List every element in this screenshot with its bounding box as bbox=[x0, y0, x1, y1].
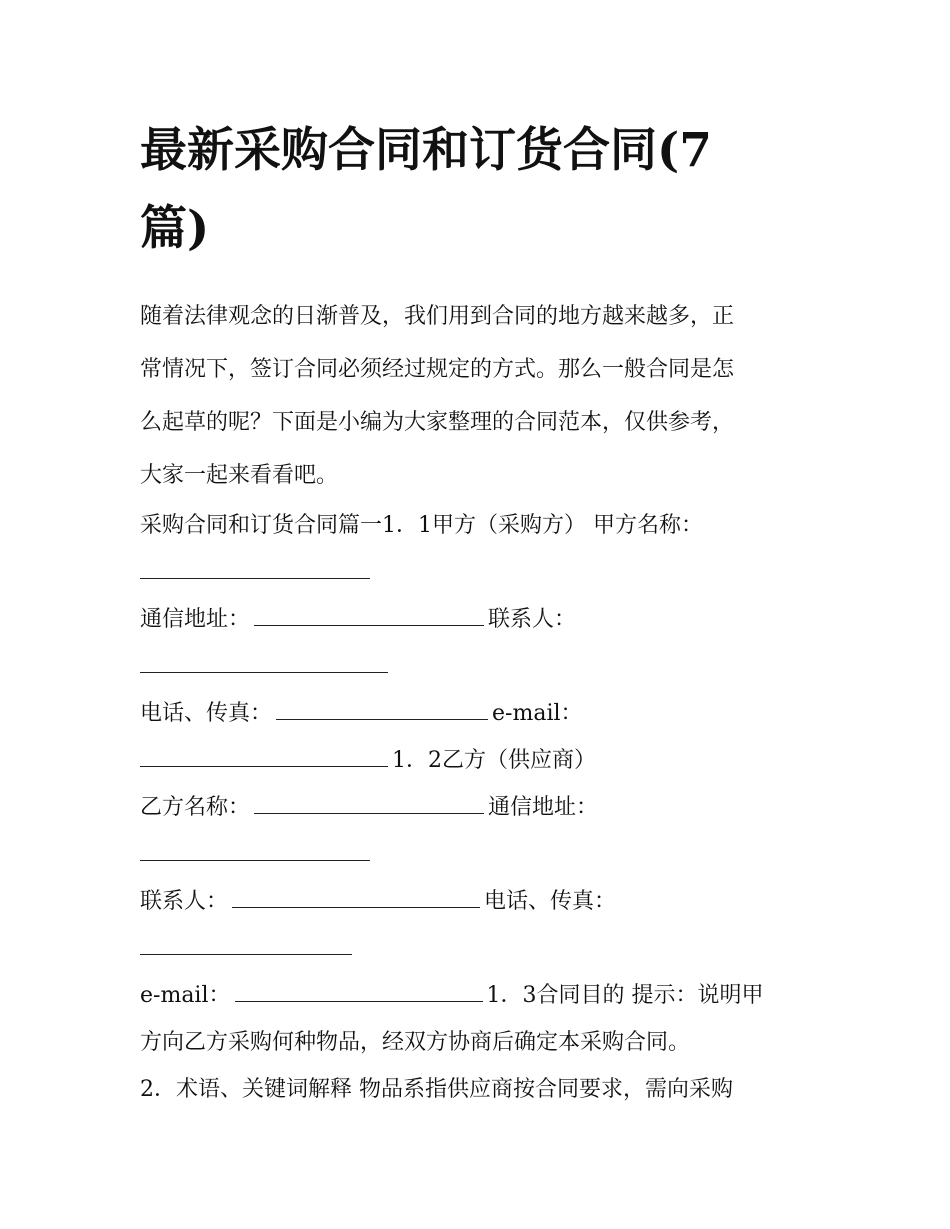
section1-intro bbox=[140, 502, 820, 549]
intro-line: 常情况下，签订合同必须经过规定的方式。那么一般合同是怎 bbox=[140, 357, 735, 382]
email2-blank bbox=[235, 977, 483, 1002]
phone-row bbox=[140, 690, 820, 737]
contact-person2-label: 联系人： bbox=[140, 889, 229, 914]
party-a-name-blank bbox=[140, 554, 370, 579]
party-b-heading: 1．2乙方（供应商） bbox=[392, 748, 596, 773]
email2-row bbox=[140, 972, 820, 1019]
contact-person-label: 联系人： bbox=[488, 607, 577, 632]
email-label: e-mail： bbox=[492, 701, 583, 726]
intro-paragraph bbox=[140, 290, 820, 502]
address-blank bbox=[254, 601, 484, 626]
phone-fax-blank bbox=[276, 695, 488, 720]
address2-blank bbox=[140, 836, 370, 861]
phone-fax-label: 电话、传真： bbox=[140, 701, 273, 726]
intro-line: 么起草的呢？下面是小编为大家整理的合同范本，仅供参考， bbox=[140, 410, 735, 435]
phone-fax2-label: 电话、传真： bbox=[484, 889, 617, 914]
contact-person-blank bbox=[140, 648, 388, 673]
document-title: 最新采购合同和订货合同(7篇) bbox=[140, 123, 712, 256]
party-b-name-blank bbox=[254, 789, 484, 814]
party-a-name-blank-line bbox=[140, 549, 820, 596]
email-blank bbox=[140, 742, 388, 767]
email2-label: e-mail： bbox=[140, 983, 231, 1008]
address-label: 通信地址： bbox=[140, 607, 251, 632]
intro-line: 随着法律观念的日渐普及，我们用到合同的地方越来越多，正 bbox=[140, 304, 735, 329]
intro-line: 大家一起来看看吧。 bbox=[140, 463, 339, 488]
section1-intro-text: 采购合同和订货合同篇一1．1甲方（采购方） 甲方名称： bbox=[140, 513, 703, 538]
address2-label: 通信地址： bbox=[488, 795, 599, 820]
address2-blank-line bbox=[140, 831, 820, 878]
phone2-blank-line bbox=[140, 925, 820, 972]
contact2-row bbox=[140, 878, 820, 925]
contact-person2-blank bbox=[232, 883, 480, 908]
purpose-continued: 方向乙方采购何种物品，经双方协商后确定本采购合同。 bbox=[140, 1030, 691, 1055]
purpose-heading: 1．3合同目的 提示：说明甲 bbox=[486, 983, 764, 1008]
contact-blank-line bbox=[140, 643, 820, 690]
party-b-name-label: 乙方名称： bbox=[140, 795, 251, 820]
party-b-name-row bbox=[140, 784, 820, 831]
document-page bbox=[140, 112, 820, 1113]
address-row bbox=[140, 596, 820, 643]
document-body bbox=[140, 290, 820, 1113]
email-row bbox=[140, 737, 820, 784]
phone-fax2-blank bbox=[140, 930, 352, 955]
terms-line: 2．术语、关键词解释 物品系指供应商按合同要求，需向采购 bbox=[140, 1077, 733, 1102]
